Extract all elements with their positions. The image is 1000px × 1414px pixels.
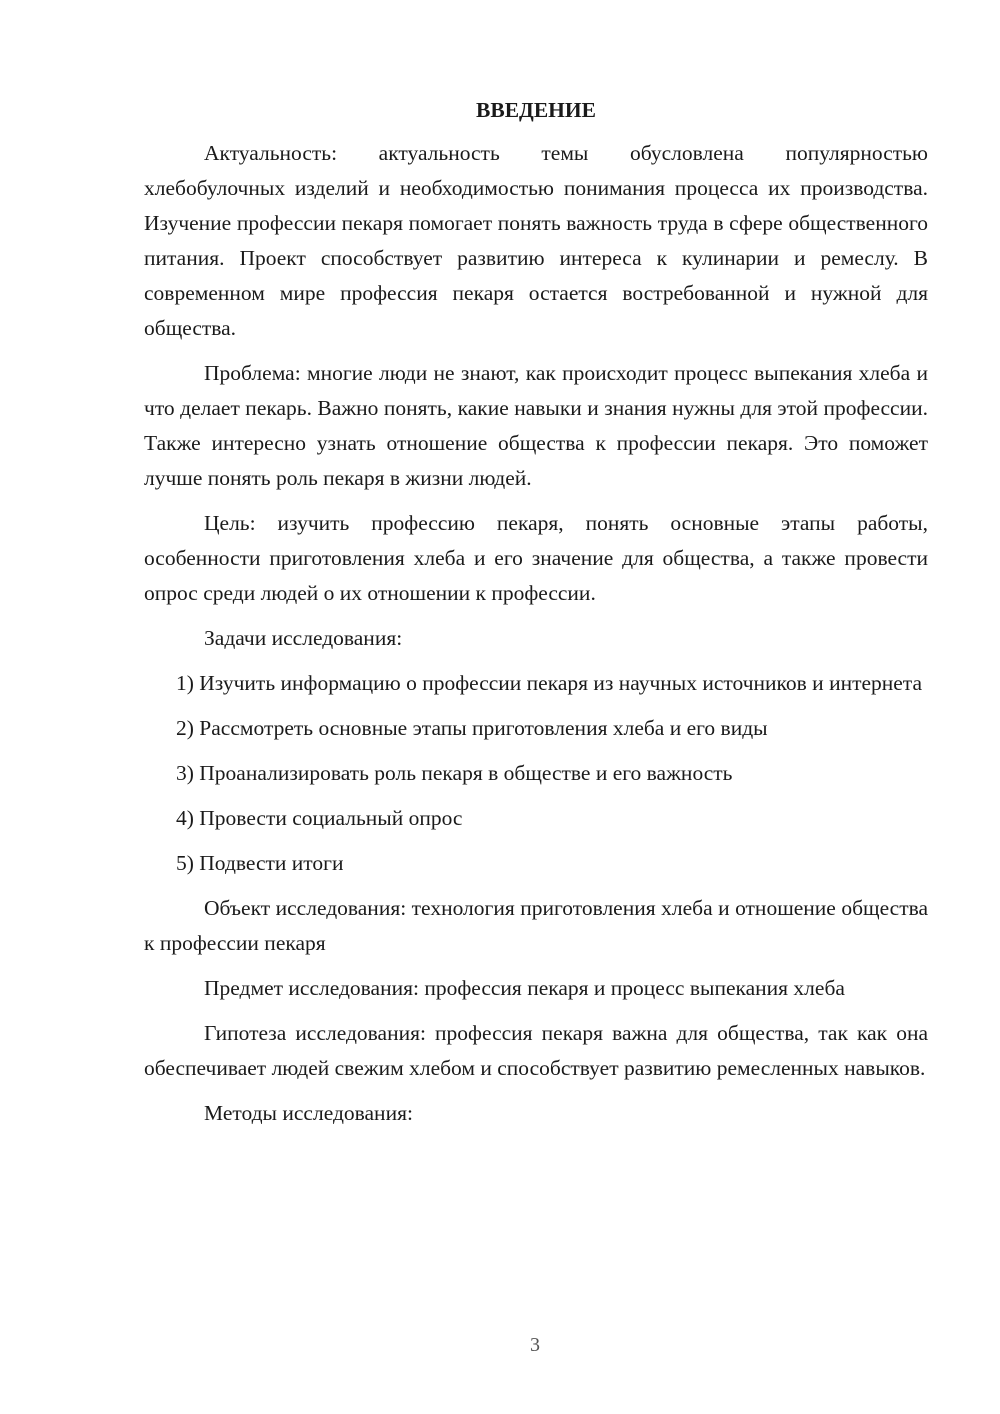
document-page: [144, 96, 928, 1141]
subject-paragraph: Предмет исследования: профессия пекаря и процесс выпекания хлеба: [204, 976, 845, 1000]
page-number: 3: [530, 1334, 540, 1356]
goal-paragraph: Цель: изучить профессию пекаря, понять основные этапы работы, особенности приготовления хлеба и его значение для общества, а также провести опрос среди людей о их отношении к профессии.: [144, 511, 928, 605]
section-heading: ВВЕДЕНИЕ: [476, 98, 596, 122]
object-paragraph: Объект исследования: технология приготовления хлеба и отношение общества к профессии пекаря: [144, 896, 928, 955]
tasks-title: Задачи исследования:: [204, 626, 403, 650]
relevance-paragraph: Актуальность: актуальность темы обусловлена популярностью хлебобулочных изделий и необходимостью понимания процесса их производства. Изучение профессии пекаря помогает понять важность труда в сфере общественного питания. Проект способствует развитию интереса к кулинарии и ремеслу. В современном мире профессия пекаря остается востребованной и нужной для общества.: [144, 141, 928, 340]
problem-paragraph: Проблема: многие люди не знают, как происходит процесс выпекания хлеба и что делает пекарь. Важно понять, какие навыки и знания нужны для этой профессии. Также интересно узнать отношение общества к профессии пекаря. Это поможет лучше понять роль пекаря в жизни людей.: [144, 361, 928, 490]
methods-title: Методы исследования:: [204, 1101, 413, 1125]
task-item: 1) Изучить информацию о профессии пекаря из научных источников и интернета: [176, 671, 923, 695]
task-item: 3) Проанализировать роль пекаря в обществе и его важность: [176, 761, 733, 785]
task-item: 4) Провести социальный опрос: [176, 806, 463, 830]
task-item: 2) Рассмотреть основные этапы приготовления хлеба и его виды: [176, 716, 768, 740]
hypothesis-paragraph: Гипотеза исследования: профессия пекаря важна для общества, так как она обеспечивает людей свежим хлебом и способствует развитию ремесленных навыков.: [144, 1021, 928, 1080]
task-item: 5) Подвести итоги: [176, 851, 344, 875]
